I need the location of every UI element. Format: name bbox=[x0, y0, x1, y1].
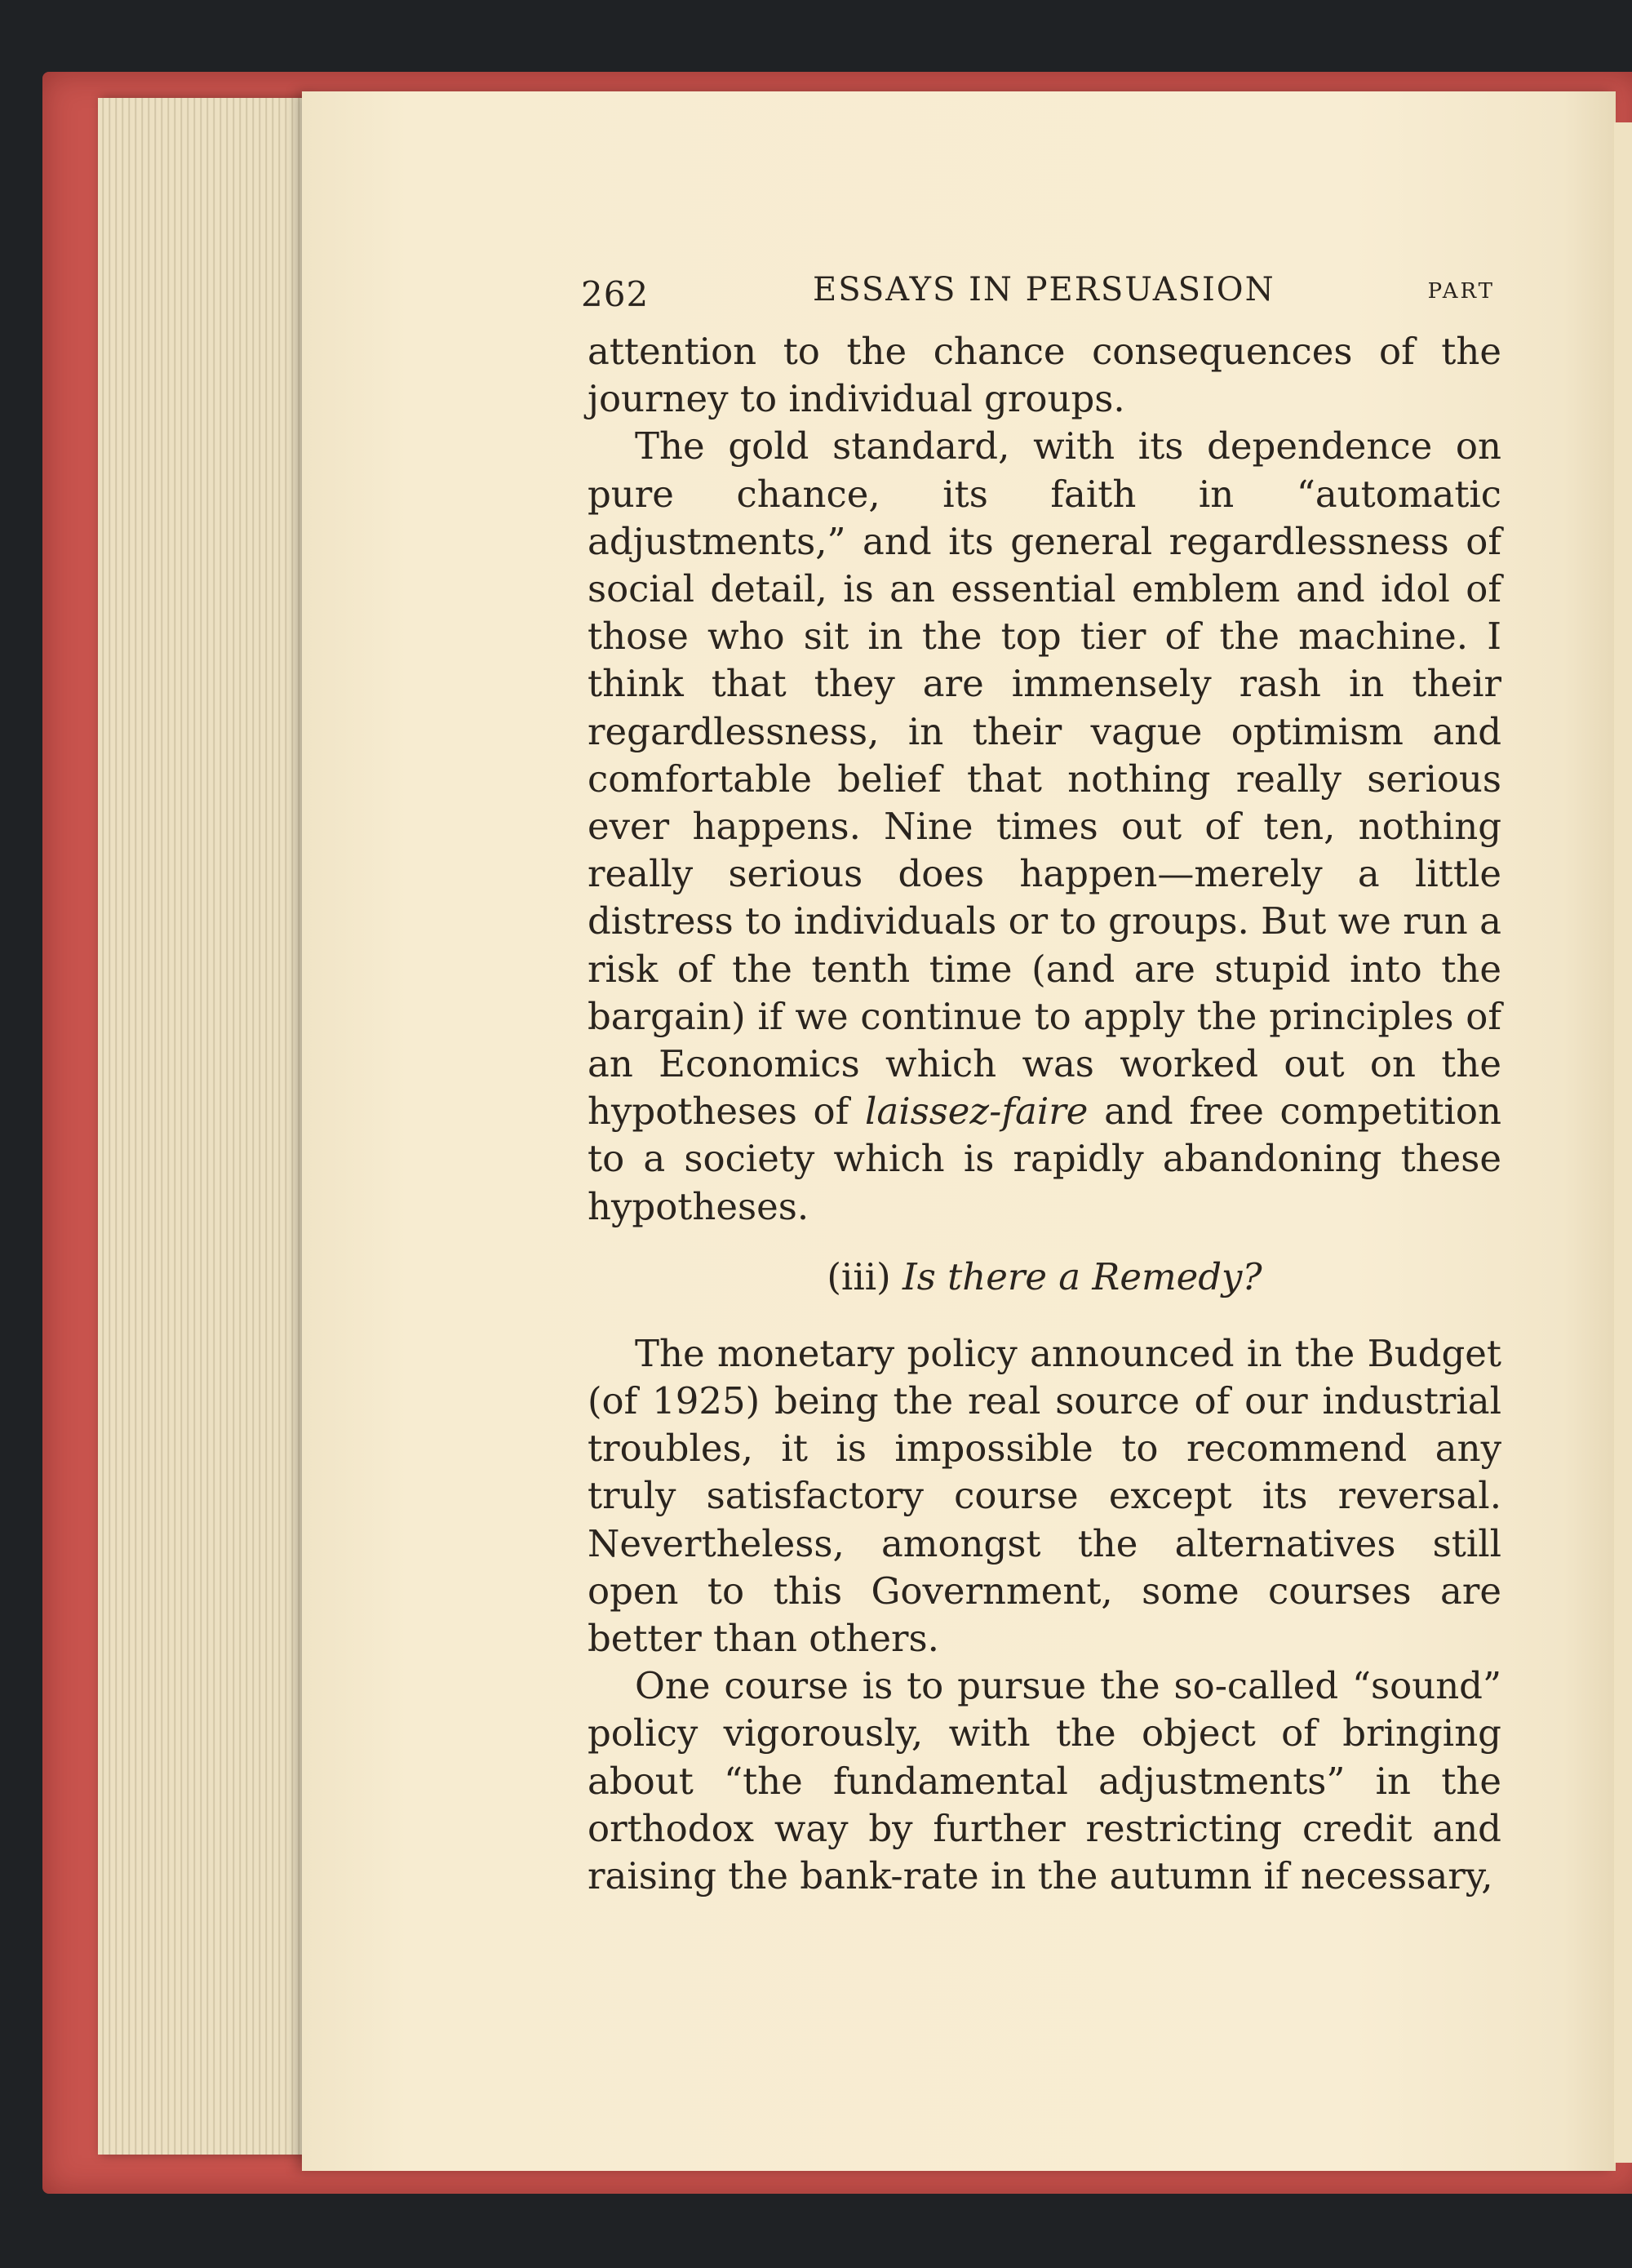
running-header bbox=[581, 271, 1495, 323]
section-number: (iii) bbox=[827, 1254, 891, 1298]
paragraph-gold-standard bbox=[588, 423, 1501, 1230]
paragraph-monetary-policy: The monetary policy announced in the Budget (of 1925) being the real source of our industrial troubles, it is impossible to recommend any truly satisfactory course except its reversal. Nevertheless, amongst the alternatives still open to this Government, some courses are better than others. bbox=[588, 1331, 1501, 1661]
paragraph-gold-standard-text: The gold standard, with its dependence on pure chance, its faith in “automatic adjustments,” and its general regardlessness of social detail, is an essential emblem and idol of those who sit in the top tier of the machine. I think that they are immensely rash in their regardlessness, in their vague optimism and comfortable belief that nothing really serious ever happens. Nine times out of ten, nothing really serious does happen—merely a little distress to individuals or to groups. But we run a risk of the tenth time (and are stupid into the bargain) if we continue to apply the principles of an Economics which was worked out on the hypotheses of bbox=[588, 424, 1501, 1134]
paragraph-continuation: attention to the chance consequences of the journey to individual groups. bbox=[588, 330, 1501, 421]
facing-page-edge bbox=[1614, 122, 1632, 2163]
paragraph-gold-standard-end: and free competition to a society which is rapidly abandoning these hypotheses. bbox=[588, 1090, 1501, 1228]
section-heading bbox=[588, 1254, 1501, 1301]
italic-laissez-faire: laissez-faire bbox=[865, 1090, 1089, 1134]
paragraph-one-course: One course is to pursue the so-called “sound” policy vigorously, with the object of bringing about “the fundamental adjustments” in the orthodox way by further restricting credit and raising the bank-rate in the autumn if necessary, bbox=[588, 1664, 1501, 1898]
page-number: 262 bbox=[581, 274, 650, 314]
page-edges bbox=[98, 98, 310, 2155]
section-title: Is there a Remedy? bbox=[902, 1254, 1262, 1298]
part-label: PART bbox=[1427, 279, 1495, 304]
running-title: ESSAYS IN PERSUASION bbox=[813, 271, 1275, 308]
page-body bbox=[588, 328, 1501, 1900]
